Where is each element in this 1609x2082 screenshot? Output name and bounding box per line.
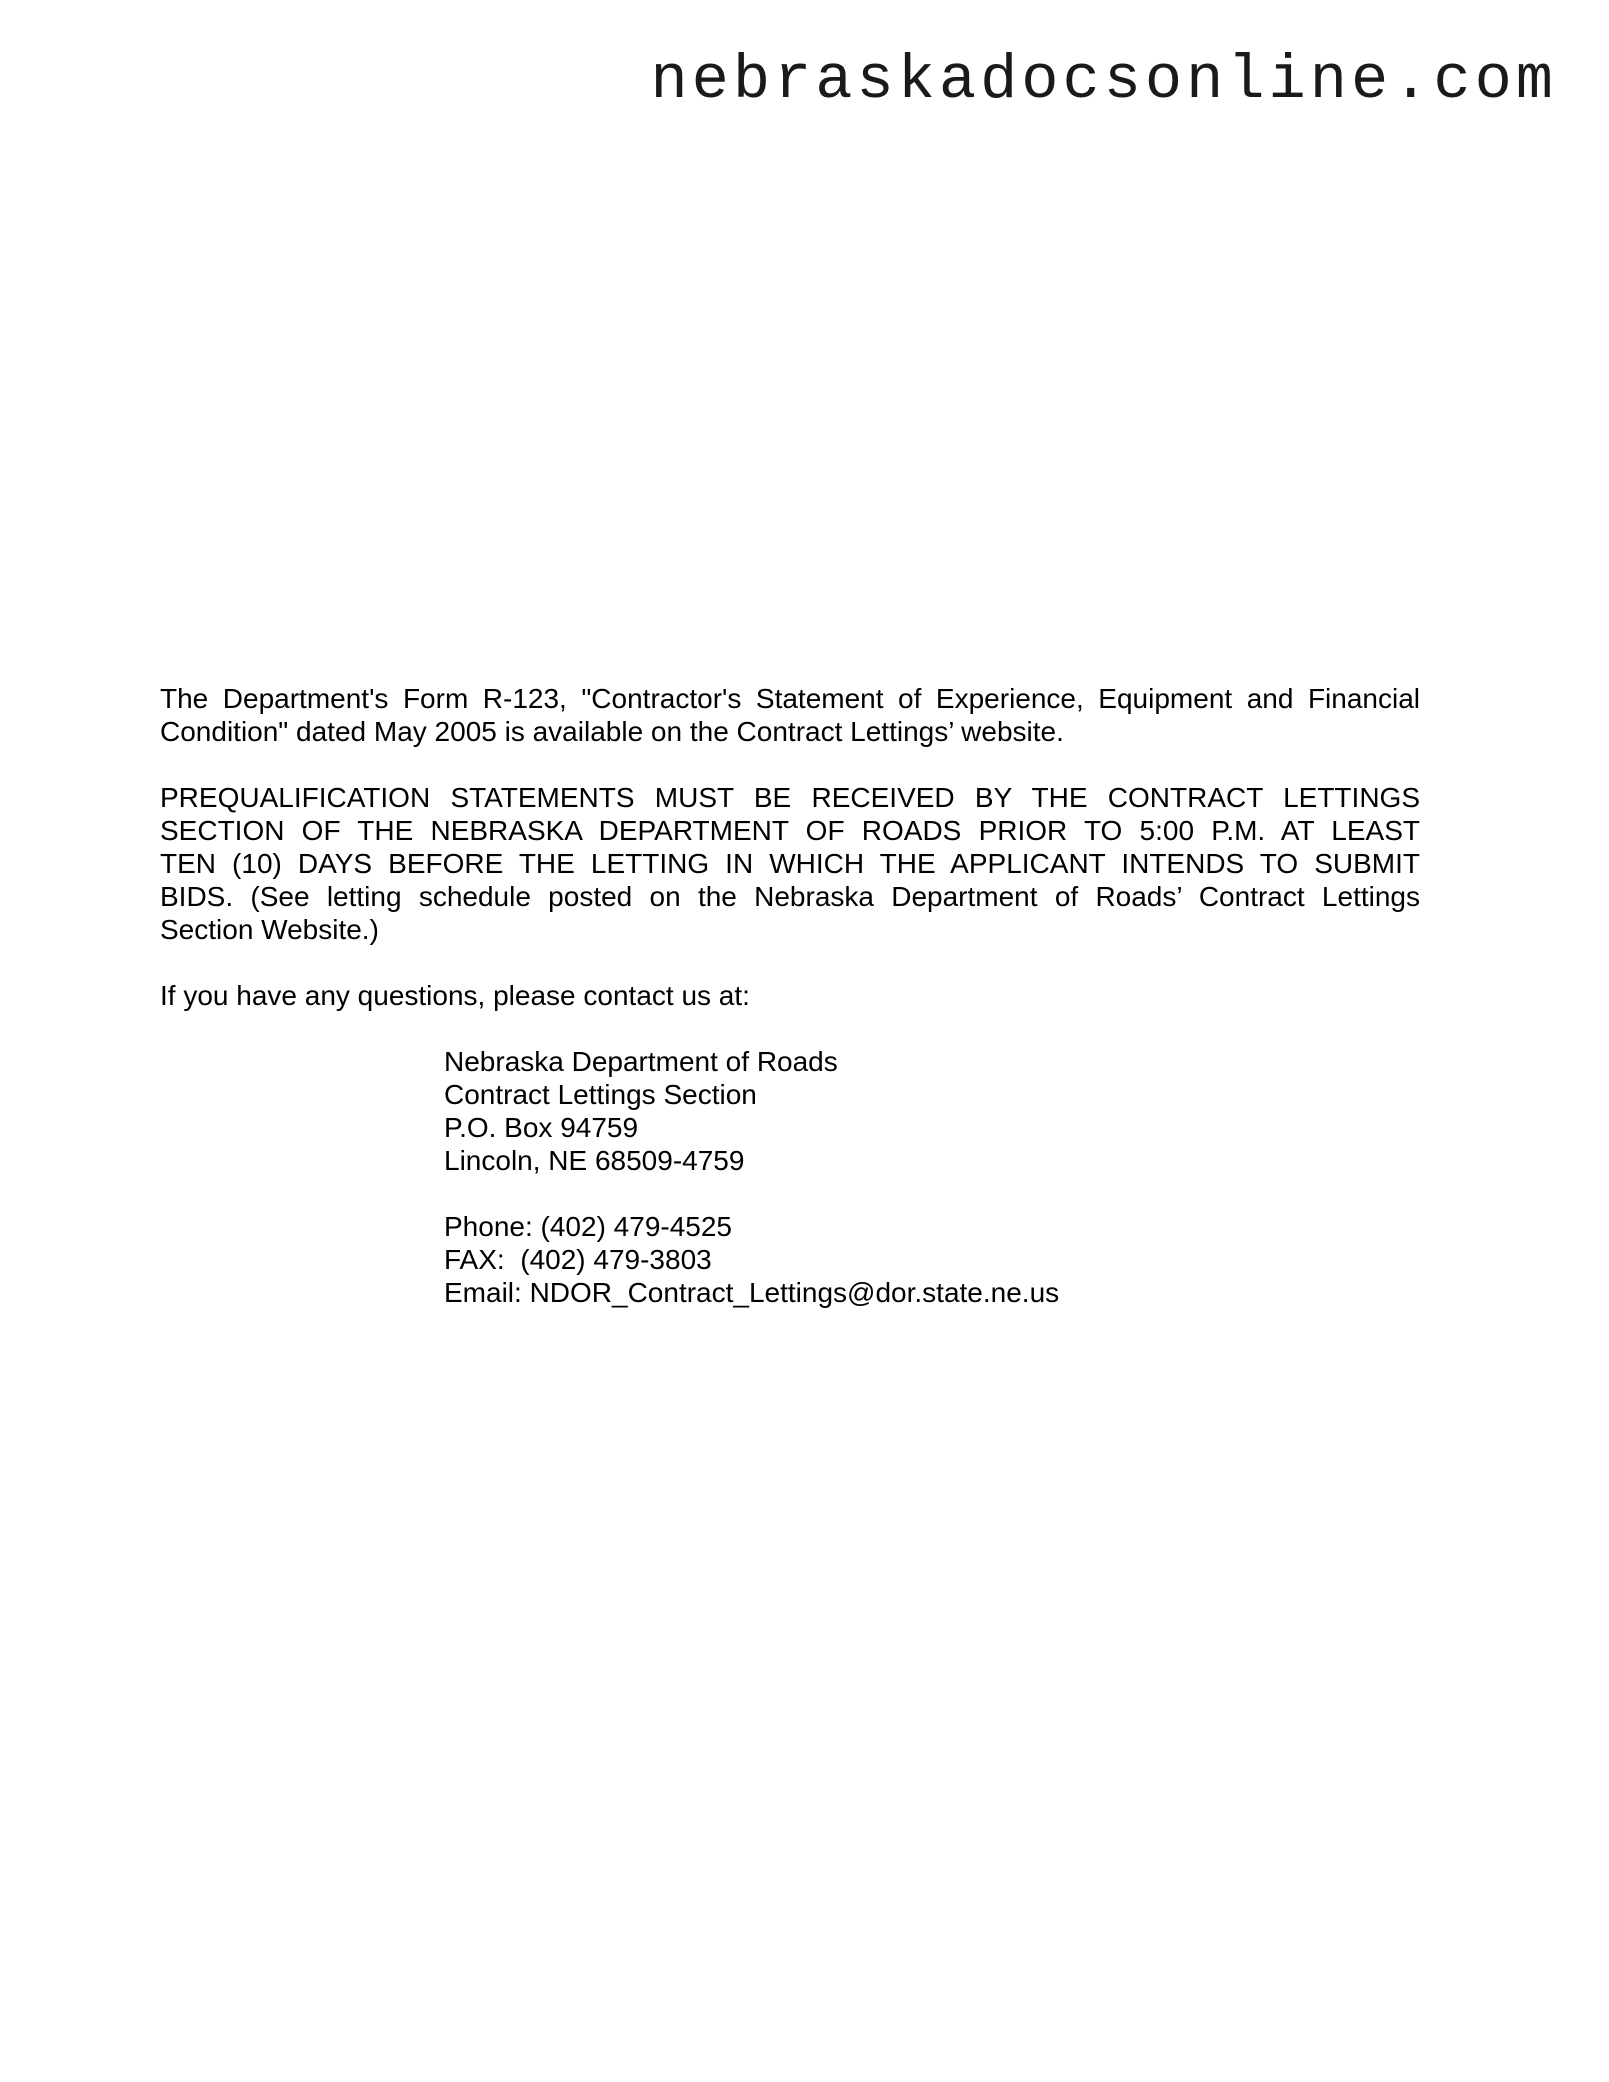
- paragraph-line: Condition" dated May 2005 is available on the Contract Lettings’ website.: [160, 716, 1064, 747]
- po-box: P.O. Box 94759: [444, 1112, 639, 1143]
- questions-text: If you have any questions, please contact us at:: [160, 980, 750, 1011]
- phone-number: Phone: (402) 479-4525: [444, 1211, 732, 1242]
- site-watermark: nebraskadocsonline.com: [650, 45, 1557, 116]
- paragraph-line: TEN (10) DAYS BEFORE THE LETTING IN WHICH THE APPLICANT INTENDS TO SUBMIT: [160, 848, 1420, 879]
- paragraph-line: SECTION OF THE NEBRASKA DEPARTMENT OF ROADS PRIOR TO 5:00 P.M. AT LEAST: [160, 815, 1420, 846]
- prequalification-paragraph: [160, 781, 1420, 946]
- paragraph-line: PREQUALIFICATION STATEMENTS MUST BE RECEIVED BY THE CONTRACT LETTINGS: [160, 782, 1420, 813]
- city-state-zip: Lincoln, NE 68509-4759: [444, 1145, 745, 1176]
- questions-paragraph: [160, 979, 1420, 1012]
- contact-info: [444, 1045, 1420, 1309]
- form-availability-paragraph: [160, 682, 1420, 748]
- paragraph-line: BIDS. (See letting schedule posted on the Nebraska Department of Roads’ Contract Lettings: [160, 881, 1420, 912]
- section-name: Contract Lettings Section: [444, 1079, 757, 1110]
- contact-numbers: [444, 1210, 1420, 1309]
- paragraph-line: Section Website.): [160, 914, 379, 945]
- fax-number: FAX: (402) 479-3803: [444, 1244, 712, 1275]
- email-address: Email: NDOR_Contract_Lettings@dor.state.ne.us: [444, 1277, 1060, 1308]
- mailing-address: [444, 1045, 1420, 1177]
- organization-name: Nebraska Department of Roads: [444, 1046, 838, 1077]
- document-body: [160, 682, 1420, 1342]
- paragraph-line: The Department's Form R-123, "Contractor's Statement of Experience, Equipment and Financial: [160, 683, 1420, 714]
